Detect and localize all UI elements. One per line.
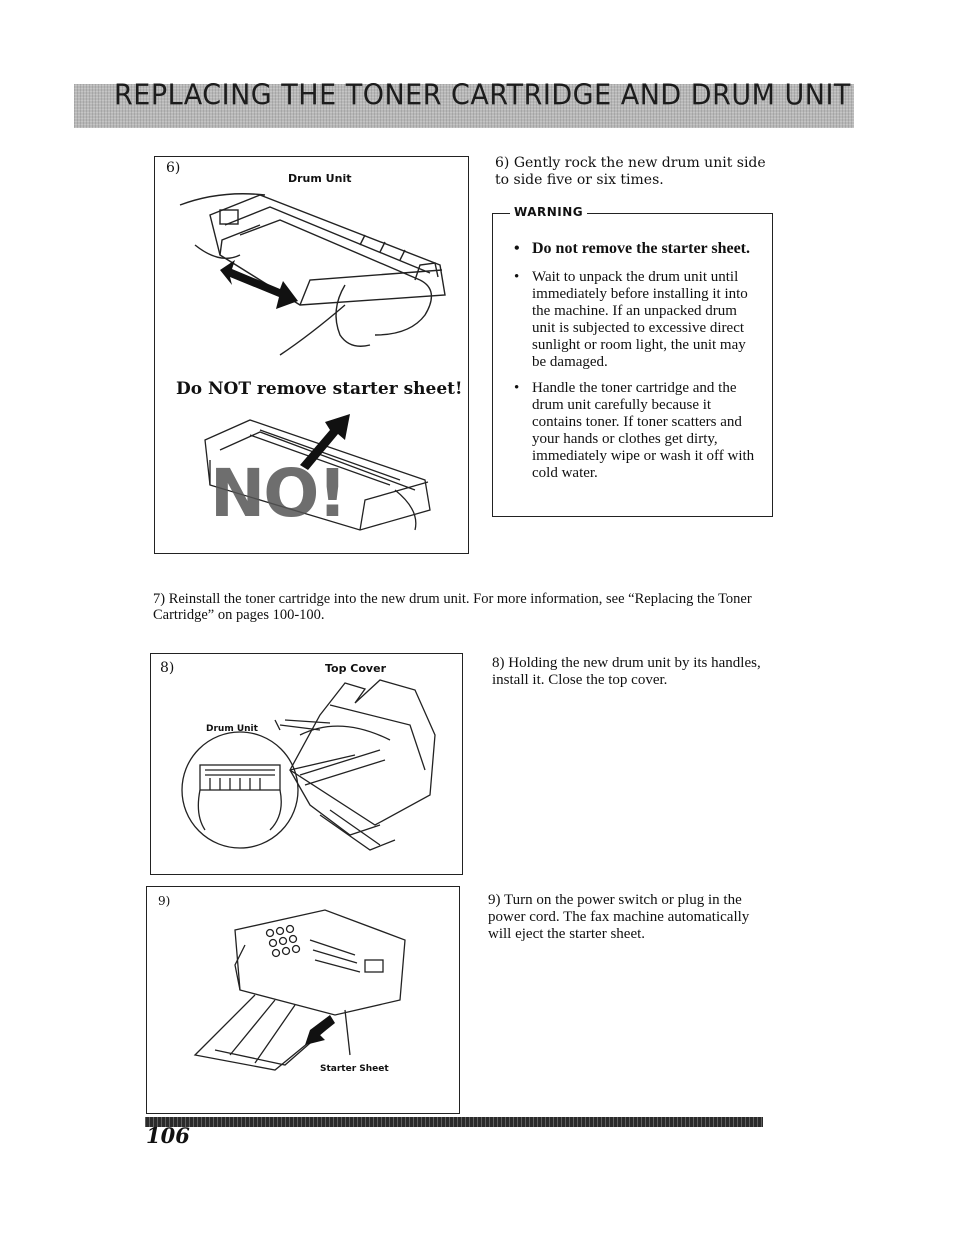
warning-label: WARNING <box>510 205 587 219</box>
page-number: 106 <box>146 1123 190 1148</box>
step6-caption: Do NOT remove starter sheet! <box>176 379 463 399</box>
step7-text: 7) Reinstall the toner cartridge into the new drum unit. For more information, see “Replacing the Toner Cartridge” on pages 100-100. <box>153 591 752 623</box>
step9-text: 9) Turn on the power switch or plug in the power cord. The fax machine automatically will eject the starter sheet. <box>488 892 750 942</box>
drum-unit-rocking-illustration <box>180 185 455 360</box>
step6-text-number: 6) <box>495 155 510 171</box>
footer-rule <box>145 1117 763 1127</box>
warning-item: • Handle the toner cartridge and the drum unit carefully because it contains toner. If toner scatters and your hands or clothes get dirty, immediately wipe or wash it off with cold water. <box>512 380 758 482</box>
install-drum-illustration <box>180 675 450 860</box>
step6-number: 6) <box>166 160 181 176</box>
warning-list-container <box>512 240 758 491</box>
step6-callout-drum: Drum Unit <box>288 172 352 185</box>
page-title: REPLACING THE TONER CARTRIDGE AND DRUM UNIT <box>114 79 851 112</box>
step8-text: 8) Holding the new drum unit by its handles, install it. Close the top cover. <box>492 655 761 688</box>
no-stamp: NO! <box>210 455 346 532</box>
warning-item: • Do not remove the starter sheet. <box>512 240 758 257</box>
step6-text-body: Gently rock the new drum unit side to side five or six times. <box>495 155 766 188</box>
warning-item: • Wait to unpack the drum unit until immediately before installing it into the machine. If an unpacked drum unit is subjected to excessive direct sunlight or room light, the unit may be damaged. <box>512 269 758 371</box>
fax-machine-eject-illustration <box>185 905 415 1085</box>
step6-text <box>495 155 780 189</box>
step8-number: 8) <box>160 660 175 676</box>
step8-callout-drum: Drum Unit <box>206 724 258 734</box>
step8-callout-top: Top Cover <box>325 662 386 675</box>
step9-number: 9) <box>158 894 171 908</box>
step9-callout-sheet: Starter Sheet <box>320 1064 389 1074</box>
warning-list <box>512 240 758 482</box>
